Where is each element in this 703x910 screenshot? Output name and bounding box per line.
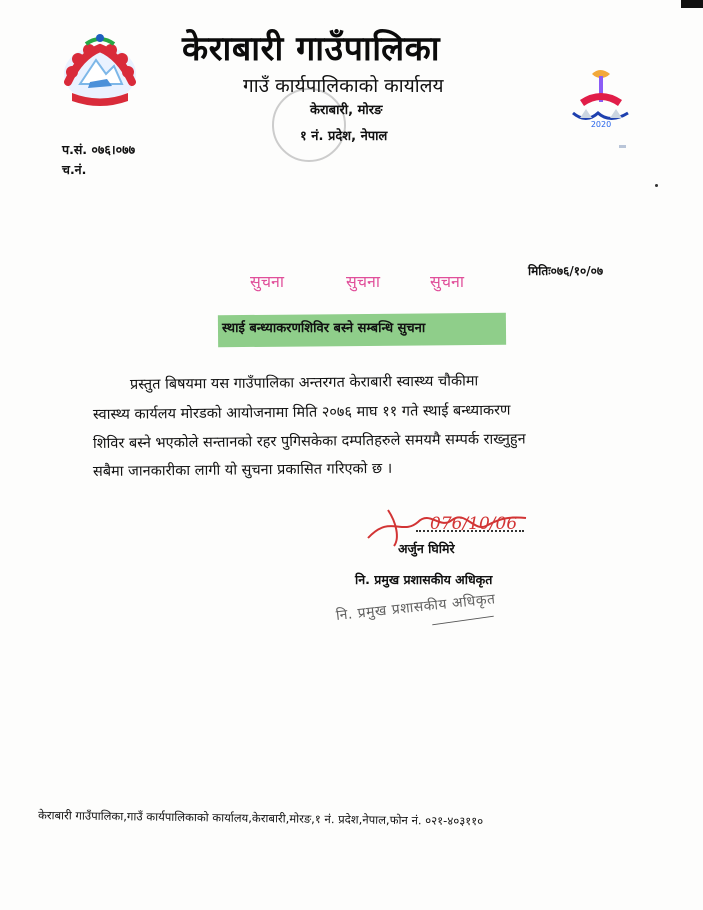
issue-date: मितिः०७६/१०/०७ <box>528 264 604 278</box>
office-province: १ नं. प्रदेश, नेपाल <box>300 129 388 144</box>
stamp-underline <box>432 616 494 626</box>
body-line-1: प्रस्तुत बिषयमा यस गाउँपालिका अन्तरगत केराबारी स्वास्थ्य चौकीमा <box>129 373 479 393</box>
body-line-2: स्वास्थ्य कार्यलय मोरडको आयोजनामा मिति २०७६ माघ ११ गते स्थाई बन्ध्याकरण <box>92 402 511 423</box>
notice-word-1: सुचना <box>250 272 285 291</box>
handwritten-date: 076/10/06 <box>430 514 518 534</box>
office-title: गाउँ कार्यपालिकाको कार्यालय <box>243 75 444 97</box>
body-line-4: सबैमा जानकारीका लागी यो सुचना प्रकासित गरिएको छ । <box>92 460 393 480</box>
scan-dot <box>655 184 658 187</box>
scan-edge-mark <box>681 0 703 8</box>
organization-title: केराबारी गाउँपालिका <box>182 29 441 69</box>
footer-address: केराबारी गाउँपालिका,गाउँ कार्यपालिकाको कार्यालय,केराबारी,मोरङ,१ नं. प्रदेश,नेपाल,फोन नं. ०२१-४०३११० <box>37 808 484 829</box>
nepal-emblem-icon <box>50 26 150 118</box>
rubber-stamp-title: नि. प्रमुख प्रशासकीय अधिकृत <box>335 591 497 624</box>
handwritten-signature <box>360 502 550 552</box>
svg-text:2020: 2020 <box>590 120 612 129</box>
signer-title: नि. प्रमुख प्रशासकीय अधिकृत <box>355 572 493 587</box>
notice-word-2: सुचना <box>346 272 381 291</box>
small-mark <box>619 145 626 148</box>
signer-name: अर्जुन घिमिरे <box>398 541 455 556</box>
office-location: केराबारी, मोरङ <box>310 103 383 118</box>
signature-dotted-line <box>416 530 524 532</box>
subject-line: स्थाई बन्ध्याकरणशिविर बस्ने सम्बन्धि सुचना <box>222 321 426 336</box>
visit-nepal-2020-icon <box>568 66 634 134</box>
letter-number: प.सं. ०७६।०७७ <box>62 142 136 157</box>
notice-word-3: सुचना <box>430 272 465 291</box>
body-line-3: शिविर बस्ने भएकोले सन्तानको रहर पुगिसकेका दम्पतिहरुले समयमै सम्पर्क राख्नुहुन <box>92 431 526 452</box>
dispatch-number: च.नं. <box>62 162 87 177</box>
